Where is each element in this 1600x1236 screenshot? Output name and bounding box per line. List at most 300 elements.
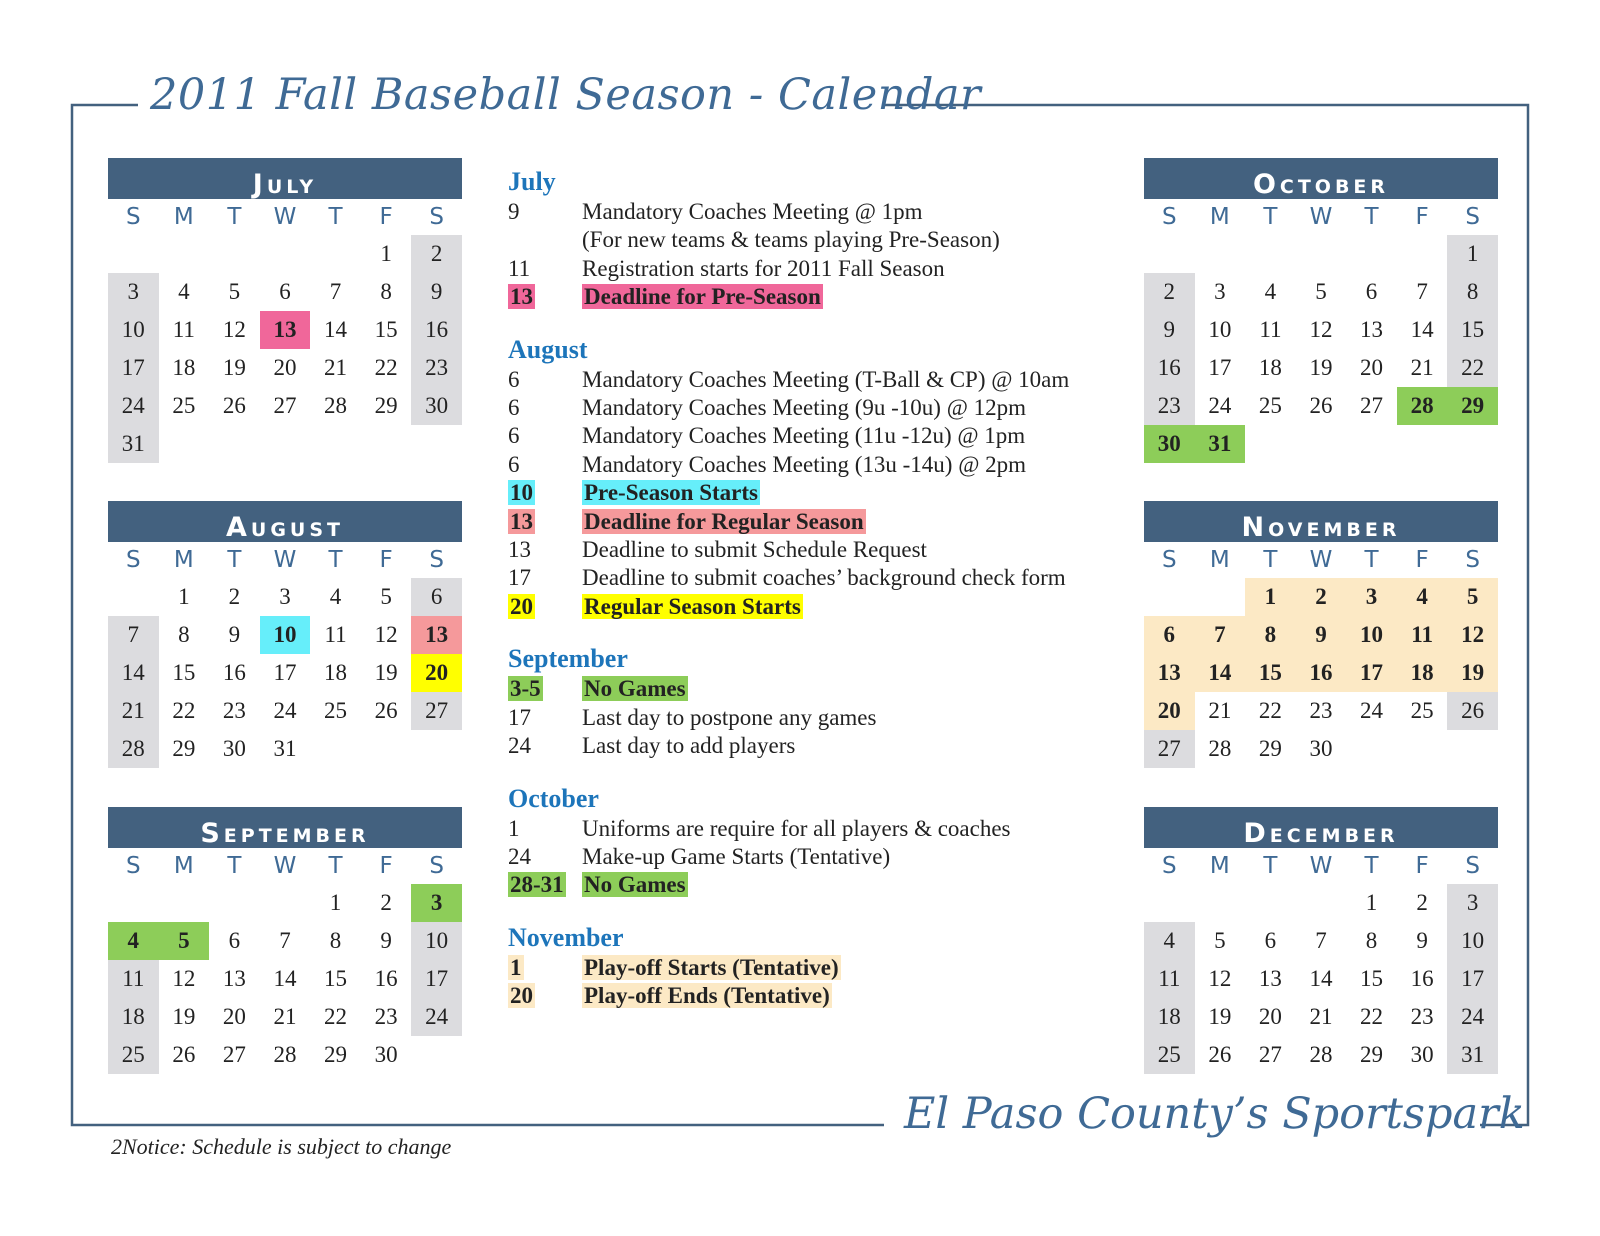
day-october-19: 19: [1309, 355, 1333, 380]
event-text: Deadline for Regular Season: [584, 508, 864, 534]
day-october-9: 9: [1144, 311, 1195, 349]
weekday-label: T: [1364, 204, 1379, 230]
empty-cell: [310, 730, 361, 768]
day-october-21: 21: [1410, 355, 1434, 380]
empty-cell: [1447, 730, 1498, 768]
event-date-cell: [508, 564, 582, 592]
week-row: [108, 273, 462, 311]
day-october-3: 3: [1214, 279, 1226, 304]
empty-cell: [310, 235, 361, 273]
empty-cell: [411, 1036, 462, 1074]
event-text-cell: [582, 564, 1108, 592]
event-text: No Games: [584, 676, 686, 702]
day-august-20: 20: [411, 654, 462, 692]
day-august-13: 13: [411, 616, 462, 654]
event-text-cell: [582, 479, 1108, 507]
week-row: [108, 425, 462, 463]
event-date: 13: [510, 284, 533, 310]
day-december-14: 14: [1309, 966, 1333, 991]
week-row: [108, 349, 462, 387]
day-december-6: 6: [1264, 928, 1277, 953]
weekday-label: W: [1309, 547, 1333, 573]
day-july-1: 1: [380, 241, 392, 266]
day-november-28: 28: [1208, 736, 1232, 761]
day-november-5: 5: [1447, 578, 1498, 616]
day-september-2: 2: [380, 890, 392, 915]
calendar-august: [108, 501, 462, 768]
event-text-cell: [582, 255, 1108, 283]
day-august-15: 15: [172, 660, 196, 685]
day-august-18: 18: [324, 660, 348, 685]
month-header-october: [1144, 158, 1498, 199]
day-october-13: 13: [1360, 317, 1384, 342]
event-date-cell: [508, 283, 582, 311]
empty-cell: [159, 425, 210, 463]
event-text-cell: [582, 815, 1108, 843]
schedule-month-title: November: [508, 922, 624, 952]
event-date-cell: [508, 226, 582, 254]
event-row: [508, 394, 1108, 422]
day-july-18: 18: [172, 355, 196, 380]
day-october-4: 4: [1264, 279, 1277, 304]
day-august-6: 6: [411, 578, 462, 616]
day-september-16: 16: [374, 966, 398, 991]
day-september-6: 6: [228, 928, 241, 953]
day-july-29: 29: [374, 393, 398, 418]
month-header-september: [108, 807, 462, 848]
event-schedule: [508, 168, 1108, 1035]
week-row: [1144, 1036, 1498, 1074]
empty-cell: [108, 235, 159, 273]
day-august-8: 8: [178, 622, 190, 647]
day-september-11: 11: [108, 960, 159, 998]
day-july-9: 9: [411, 273, 462, 311]
day-august-5: 5: [380, 584, 392, 609]
day-december-8: 8: [1365, 928, 1378, 953]
day-november-6: 6: [1144, 616, 1195, 654]
month-header-december: [1144, 807, 1498, 848]
day-december-25: 25: [1144, 1036, 1195, 1074]
weekday-label: M: [1209, 853, 1230, 879]
day-july-20: 20: [273, 355, 297, 380]
day-july-16: 16: [411, 311, 462, 349]
day-december-10: 10: [1447, 922, 1498, 960]
day-august-12: 12: [374, 622, 398, 647]
day-july-30: 30: [411, 387, 462, 425]
month-name: July: [252, 169, 318, 200]
event-row: [508, 871, 1108, 899]
day-december-21: 21: [1309, 1004, 1333, 1029]
event-row: [508, 451, 1108, 479]
day-august-2: 2: [228, 584, 241, 609]
event-text-cell: [582, 198, 1108, 226]
day-august-11: 11: [324, 622, 347, 647]
day-september-9: 9: [380, 928, 392, 953]
empty-cell: [1245, 235, 1296, 273]
day-september-24: 24: [411, 998, 462, 1036]
day-september-14: 14: [273, 966, 297, 991]
empty-cell: [159, 884, 210, 922]
day-december-28: 28: [1309, 1042, 1333, 1067]
week-row: [1144, 730, 1498, 768]
day-september-17: 17: [411, 960, 462, 998]
event-date-cell: [508, 982, 582, 1010]
day-july-6: 6: [279, 279, 291, 304]
day-september-12: 12: [172, 966, 196, 991]
empty-cell: [1346, 730, 1397, 768]
schedule-section-october: [508, 785, 1108, 900]
day-october-12: 12: [1309, 317, 1333, 342]
day-december-23: 23: [1410, 1004, 1434, 1029]
event-text-cell: [582, 226, 1108, 254]
day-august-23: 23: [222, 698, 246, 723]
event-date-cell: [508, 394, 582, 422]
empty-cell: [1296, 884, 1347, 922]
weekday-label: S: [429, 853, 444, 879]
empty-cell: [1195, 884, 1246, 922]
empty-cell: [1245, 425, 1296, 463]
day-september-10: 10: [411, 922, 462, 960]
empty-cell: [361, 425, 412, 463]
event-date-cell: [508, 255, 582, 283]
event-row: [508, 422, 1108, 450]
day-october-16: 16: [1144, 349, 1195, 387]
day-october-14: 14: [1410, 317, 1434, 342]
schedule-month-title: September: [508, 644, 628, 674]
week-row: [1144, 960, 1498, 998]
day-november-11: 11: [1397, 616, 1448, 654]
day-december-15: 15: [1360, 966, 1384, 991]
day-september-15: 15: [324, 966, 348, 991]
event-date: 3-5: [510, 676, 541, 702]
empty-cell: [1144, 578, 1195, 616]
day-september-23: 23: [374, 1004, 398, 1029]
day-august-17: 17: [273, 660, 297, 685]
day-october-6: 6: [1365, 279, 1378, 304]
calendar-september: [108, 807, 462, 1074]
event-text-cell: [582, 704, 1108, 732]
event-date: 20: [510, 983, 533, 1009]
day-october-29: 29: [1447, 387, 1498, 425]
day-october-17: 17: [1208, 355, 1232, 380]
day-december-1: 1: [1365, 890, 1378, 915]
weekday-label: T: [1263, 204, 1278, 230]
event-text: Pre-Season Starts: [584, 480, 758, 506]
day-july-11: 11: [172, 317, 195, 342]
event-date: 10: [510, 480, 533, 506]
day-september-21: 21: [273, 1004, 297, 1029]
day-july-24: 24: [108, 387, 159, 425]
day-november-14: 14: [1195, 654, 1246, 692]
day-october-2: 2: [1144, 273, 1195, 311]
day-november-9: 9: [1296, 616, 1347, 654]
day-august-29: 29: [172, 736, 196, 761]
event-text-cell: [582, 954, 1108, 982]
event-date-cell: [508, 675, 582, 703]
day-september-26: 26: [172, 1042, 196, 1067]
weekday-label: M: [1209, 204, 1230, 230]
empty-cell: [209, 425, 260, 463]
empty-cell: [1346, 425, 1397, 463]
event-text: Play-off Starts (Tentative): [584, 954, 839, 980]
weekday-header: [108, 848, 462, 884]
page-title: 2011 Fall Baseball Season - Calendar: [150, 70, 982, 120]
month-name: November: [1241, 512, 1401, 543]
week-row: [108, 998, 462, 1036]
empty-cell: [1296, 425, 1347, 463]
event-date: 24: [508, 843, 531, 869]
week-row: [1144, 884, 1498, 922]
day-august-26: 26: [374, 698, 398, 723]
event-text-cell: [582, 871, 1108, 899]
day-august-27: 27: [411, 692, 462, 730]
day-november-1: 1: [1245, 578, 1296, 616]
weekday-label: S: [1465, 204, 1480, 230]
weekday-label: W: [1309, 204, 1333, 230]
event-text: Uniforms are require for all players & coaches: [582, 815, 1011, 841]
week-row: [108, 960, 462, 998]
week-row: [1144, 654, 1498, 692]
weekday-label: T: [1364, 853, 1379, 879]
weekday-header: [108, 199, 462, 235]
day-december-16: 16: [1410, 966, 1434, 991]
day-august-4: 4: [329, 584, 342, 609]
day-november-21: 21: [1208, 698, 1232, 723]
event-date-cell: [508, 593, 582, 621]
day-november-27: 27: [1144, 730, 1195, 768]
day-november-18: 18: [1397, 654, 1448, 692]
schedule-section-september: [508, 645, 1108, 760]
day-november-13: 13: [1144, 654, 1195, 692]
day-december-30: 30: [1410, 1042, 1434, 1067]
day-november-22: 22: [1258, 698, 1282, 723]
event-text-cell: [582, 593, 1108, 621]
day-october-1: 1: [1447, 235, 1498, 273]
empty-cell: [1346, 235, 1397, 273]
day-september-5: 5: [159, 922, 210, 960]
weekday-label: W: [1309, 853, 1333, 879]
day-september-1: 1: [329, 890, 342, 915]
event-date: 6: [508, 366, 520, 392]
day-october-8: 8: [1447, 273, 1498, 311]
event-date-cell: [508, 871, 582, 899]
event-text: Last day to add players: [582, 733, 796, 759]
event-text: Registration starts for 2011 Fall Season: [582, 255, 945, 281]
month-name: October: [1252, 169, 1390, 200]
event-text-cell: [582, 675, 1108, 703]
event-date-cell: [508, 704, 582, 732]
day-october-31: 31: [1195, 425, 1246, 463]
day-october-7: 7: [1416, 279, 1428, 304]
event-row: [508, 675, 1108, 703]
event-date: 1: [510, 954, 522, 980]
day-november-15: 15: [1245, 654, 1296, 692]
empty-cell: [1144, 884, 1195, 922]
event-date-cell: [508, 732, 582, 760]
day-july-15: 15: [374, 317, 398, 342]
day-november-25: 25: [1410, 698, 1434, 723]
schedule-notice: 2Notice: Schedule is subject to change: [111, 1134, 452, 1159]
day-october-27: 27: [1360, 393, 1384, 418]
day-july-23: 23: [411, 349, 462, 387]
event-text: Deadline to submit Schedule Request: [582, 537, 927, 563]
weekday-label: S: [429, 547, 444, 573]
calendar-july: [108, 158, 462, 463]
day-october-11: 11: [1259, 317, 1282, 342]
day-november-16: 16: [1296, 654, 1347, 692]
empty-cell: [159, 235, 210, 273]
day-july-4: 4: [178, 279, 190, 304]
empty-cell: [1245, 884, 1296, 922]
day-august-14: 14: [108, 654, 159, 692]
weekday-label: F: [379, 547, 393, 573]
schedule-month-title: July: [508, 167, 556, 196]
day-december-11: 11: [1144, 960, 1195, 998]
day-october-22: 22: [1447, 349, 1498, 387]
day-november-23: 23: [1309, 698, 1333, 723]
day-december-12: 12: [1208, 966, 1232, 991]
weekday-label: S: [125, 547, 141, 573]
day-december-22: 22: [1360, 1004, 1384, 1029]
weekday-label: S: [429, 204, 444, 230]
event-date: 24: [508, 733, 531, 759]
empty-cell: [108, 578, 159, 616]
day-september-30: 30: [374, 1042, 398, 1067]
day-september-20: 20: [222, 1004, 246, 1029]
calendar-december: [1144, 807, 1498, 1074]
weekday-label: W: [273, 547, 297, 573]
event-date-cell: [508, 536, 582, 564]
weekday-label: F: [379, 853, 393, 879]
event-date-cell: [508, 954, 582, 982]
day-september-22: 22: [324, 1004, 348, 1029]
weekday-header: [1144, 848, 1498, 884]
event-text: Mandatory Coaches Meeting (9u -10u) @ 12pm: [582, 395, 1027, 421]
event-text: Last day to postpone any games: [582, 704, 877, 730]
week-row: [108, 654, 462, 692]
event-date: 20: [510, 593, 533, 619]
weekday-label: W: [273, 853, 297, 879]
empty-cell: [260, 235, 311, 273]
week-row: [108, 692, 462, 730]
weekday-label: T: [227, 204, 242, 230]
event-text-cell: [582, 283, 1108, 311]
day-december-20: 20: [1258, 1004, 1282, 1029]
event-row: [508, 593, 1108, 621]
day-september-3: 3: [411, 884, 462, 922]
day-november-29: 29: [1258, 736, 1282, 761]
event-date: 6: [508, 451, 520, 477]
weekday-label: S: [125, 853, 141, 879]
day-september-29: 29: [324, 1042, 348, 1067]
event-row: [508, 366, 1108, 394]
day-october-25: 25: [1258, 393, 1282, 418]
empty-cell: [209, 884, 260, 922]
weekday-label: F: [1415, 853, 1429, 879]
event-date: 17: [508, 704, 531, 730]
week-row: [108, 311, 462, 349]
event-date-cell: [508, 843, 582, 871]
week-row: [1144, 998, 1498, 1036]
event-row: [508, 704, 1108, 732]
day-october-26: 26: [1309, 393, 1333, 418]
event-text-cell: [582, 843, 1108, 871]
day-september-7: 7: [279, 928, 291, 953]
day-july-2: 2: [411, 235, 462, 273]
day-december-29: 29: [1360, 1042, 1384, 1067]
event-date: 11: [508, 255, 531, 281]
event-text: Play-off Ends (Tentative): [584, 983, 830, 1009]
week-row: [1144, 311, 1498, 349]
event-row: [508, 508, 1108, 536]
week-row: [108, 1036, 462, 1074]
event-row: [508, 843, 1108, 871]
empty-cell: [411, 730, 462, 768]
day-december-7: 7: [1315, 928, 1327, 953]
day-december-13: 13: [1258, 966, 1282, 991]
day-july-14: 14: [324, 317, 348, 342]
weekday-label: M: [173, 547, 194, 573]
day-december-2: 2: [1416, 890, 1428, 915]
weekday-header: [1144, 199, 1498, 235]
day-july-21: 21: [324, 355, 348, 380]
day-october-5: 5: [1315, 279, 1327, 304]
weekday-label: T: [227, 853, 242, 879]
day-july-7: 7: [329, 279, 342, 304]
event-text-cell: [582, 422, 1108, 450]
week-row: [108, 922, 462, 960]
weekday-label: T: [328, 547, 343, 573]
day-july-5: 5: [228, 279, 241, 304]
event-date: 13: [508, 537, 531, 563]
weekday-label: S: [125, 204, 141, 230]
empty-cell: [1144, 235, 1195, 273]
day-december-31: 31: [1447, 1036, 1498, 1074]
day-august-9: 9: [228, 622, 241, 647]
event-row: [508, 198, 1108, 226]
weekday-label: S: [1465, 547, 1480, 573]
weekday-label: M: [173, 204, 194, 230]
empty-cell: [260, 884, 311, 922]
day-november-3: 3: [1346, 578, 1397, 616]
day-october-30: 30: [1144, 425, 1195, 463]
event-text: No Games: [584, 872, 686, 898]
day-july-13: 13: [260, 311, 311, 349]
day-august-28: 28: [108, 730, 159, 768]
week-row: [108, 578, 462, 616]
weekday-label: S: [1161, 547, 1177, 573]
week-row: [1144, 425, 1498, 463]
day-august-19: 19: [374, 660, 398, 685]
day-december-26: 26: [1208, 1042, 1232, 1067]
event-text-cell: [582, 536, 1108, 564]
empty-cell: [1195, 578, 1246, 616]
empty-cell: [361, 730, 412, 768]
weekday-label: T: [1263, 547, 1278, 573]
empty-cell: [1397, 730, 1448, 768]
day-july-19: 19: [222, 355, 246, 380]
day-december-18: 18: [1144, 998, 1195, 1036]
day-july-8: 8: [380, 279, 392, 304]
event-row: [508, 536, 1108, 564]
day-august-30: 30: [222, 736, 246, 761]
event-date-cell: [508, 508, 582, 536]
day-august-3: 3: [279, 584, 291, 609]
empty-cell: [1195, 235, 1246, 273]
empty-cell: [411, 425, 462, 463]
schedule-section-november: [508, 924, 1108, 1011]
day-july-3: 3: [108, 273, 159, 311]
